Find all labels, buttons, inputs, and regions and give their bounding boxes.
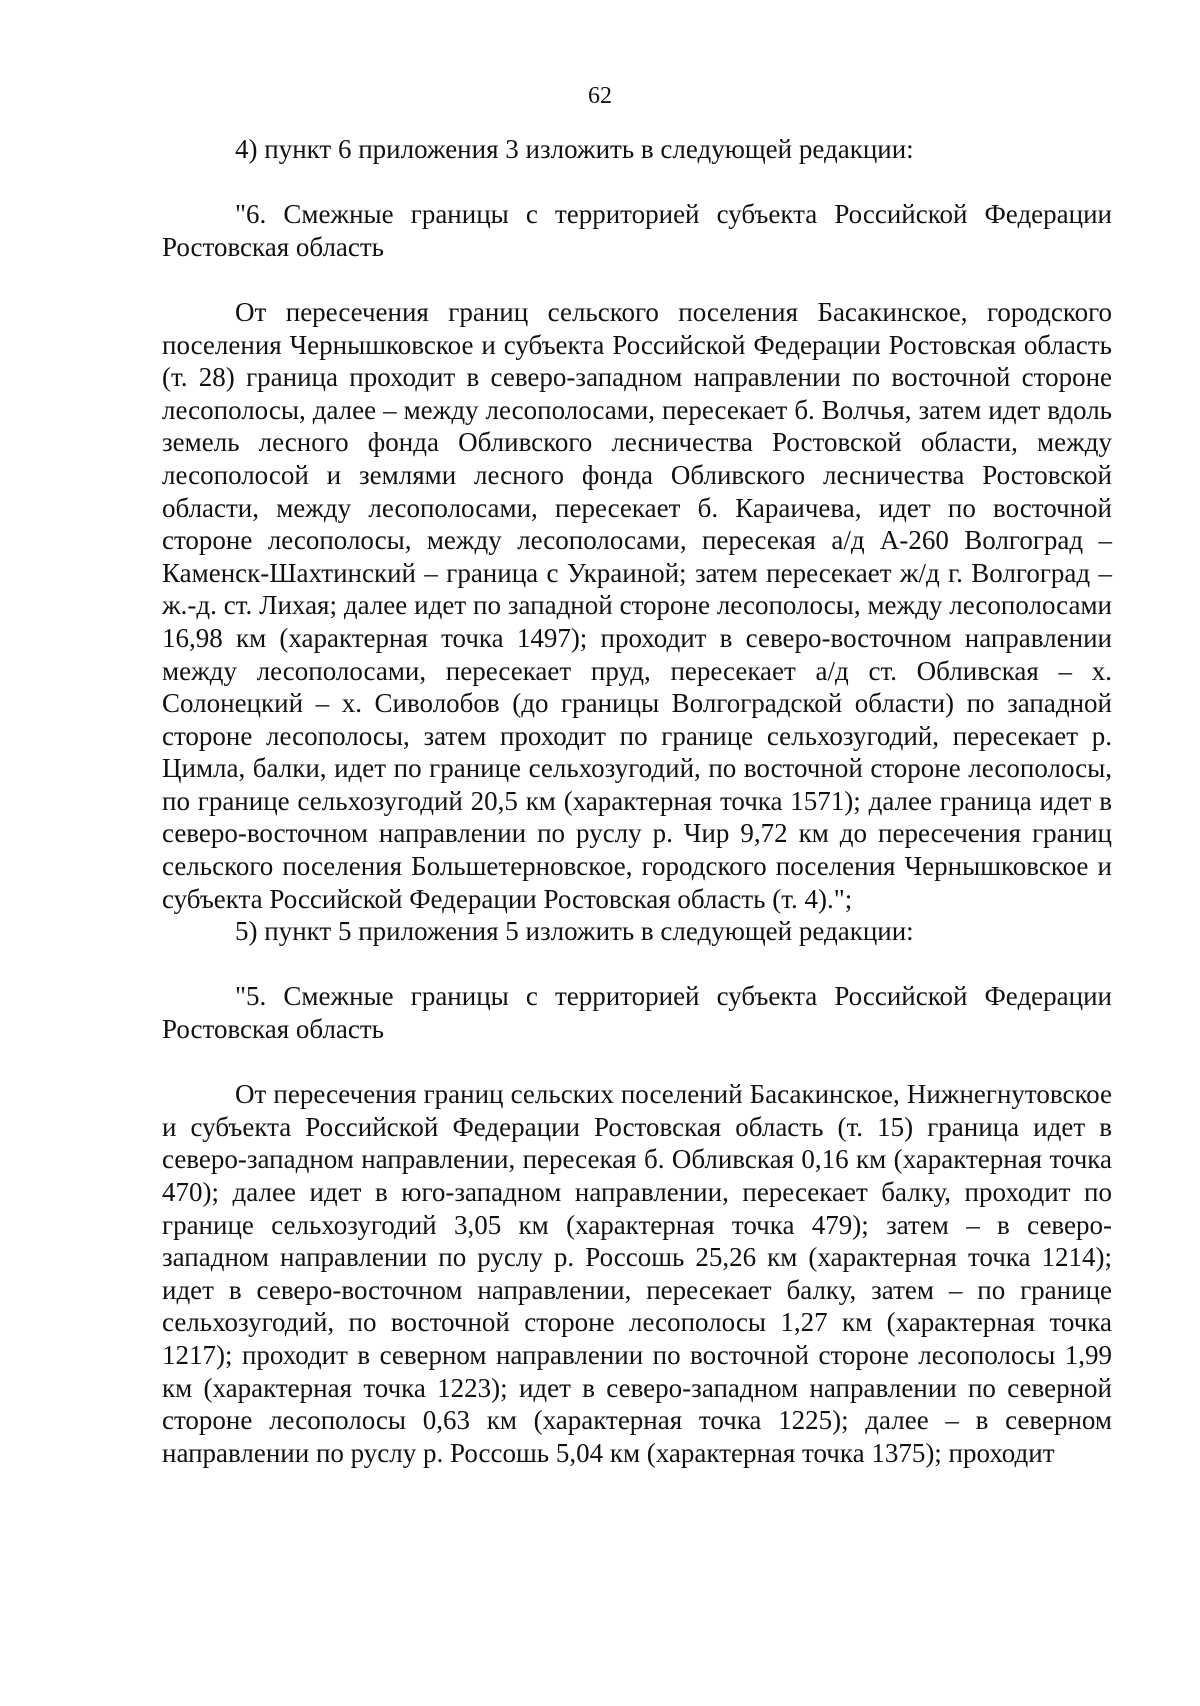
paragraph-section-6-body: От пересечения границ сельского поселения Басакинское, городского поселения Чернышковское и субъекта Российской Федерации Ростовская область (т. 28) граница проходит в северо-западном направлении по восточной стороне лесополосы, далее – между лесополосами, пересекает б. Волчья, затем идет вдоль земель лесного фонда Обливского лесничества Ростовской области, между лесополосой и землями лесного фонда Обливского лесничества Ростовской области, между лесополосами, пересекает б. Караичева, идет по восточной стороне лесополосы, между лесополосами, пересекая а/д А-260 Волгоград – Каменск-Шахтинский – граница с Украиной; затем пересекает ж/д г. Волгоград – ж.-д. ст. Лихая; далее идет по западной стороне лесополосы, между лесополосами 16,98 км (характерная точка 1497); проходит в северо-восточном направлении между лесополосами, пересекает пруд, пересекает а/д ст. Обливская – х. Солонецкий – х. Сиволобов (до границы Волгоградской области) по западной стороне лесополосы, затем проходит по границе сельхозугодий, пересекает р. Цимла, балки, идет по границе сельхозугодий, по восточной стороне лесополосы, по границе сельхозугодий 20,5 км (характерная точка 1571); далее граница идет в северо-восточном направлении по руслу р. Чир 9,72 км до пересечения границ сельского поселения Большетерновское, городского поселения Чернышковское и субъекта Российской Федерации Ростовская область (т. 4)."; bbox=[162, 296, 1112, 914]
document-body bbox=[162, 133, 1112, 1469]
paragraph-section-6-title: "6. Смежные границы с территорией субъекта Российской Федерации Ростовская область bbox=[162, 199, 1112, 262]
page-number: 62 bbox=[588, 83, 612, 109]
paragraph-section-5-title: "5. Смежные границы с территорией субъекта Российской Федерации Ростовская область bbox=[162, 981, 1112, 1045]
paragraph-item-4-heading: 4) пункт 6 приложения 3 изложить в следующей редакции: bbox=[235, 134, 914, 164]
paragraph-section-5-body: От пересечения границ сельских поселений Басакинское, Нижнегнутовское и субъекта Российской Федерации Ростовская область (т. 15) граница идет в северо-западном направлении, пересекая б. Обливская 0,16 км (характерная точка 470); далее идет в юго-западном направлении, пересекает балку, проходит по границе сельхозугодий 3,05 км (характерная точка 479); затем – в северо-западном направлении по руслу р. Россошь 25,26 км (характерная точка 1214); идет в северо-восточном направлении, пересекает балку, затем – по границе сельхозугодий, по восточной стороне лесополосы 1,27 км (характерная точка 1217); проходит в северном направлении по восточной стороне лесополосы 1,99 км (характерная точка 1223); идет в северо-западном направлении по северной стороне лесополосы 0,63 км (характерная точка 1225); далее – в северном направлении по руслу р. Россошь 5,04 км (характерная точка 1375); проходит bbox=[162, 1079, 1112, 1468]
paragraph-item-5-heading: 5) пункт 5 приложения 5 изложить в следующей редакции: bbox=[235, 916, 914, 947]
